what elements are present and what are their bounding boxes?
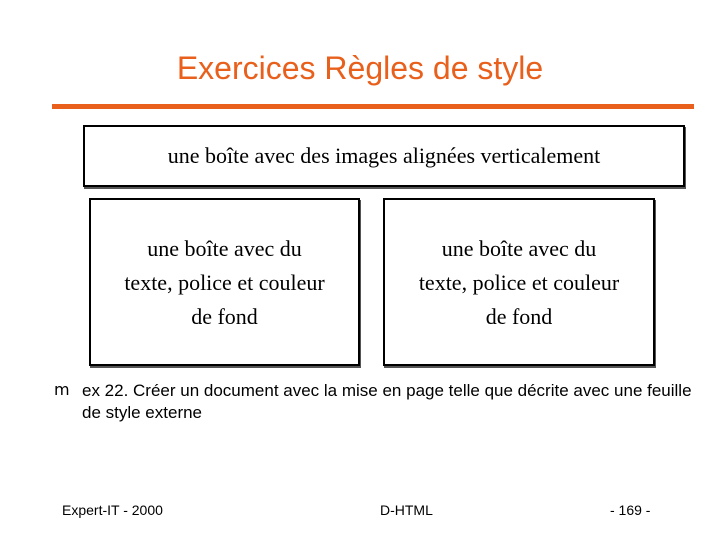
box-images-vertical [83,125,685,187]
footer-topic: D-HTML [380,502,433,518]
title-underline [52,104,694,109]
box-text-left-label: une boîte avec du texte, police et couleur de fond [124,236,325,329]
footer-page-number: - 169 - [610,502,651,518]
box-text-left [89,198,360,366]
box-images-vertical-label: une boîte avec des images alignées verticalement [167,143,601,168]
exercise-instruction: ex 22. Créer un document avec la mise en page telle que décrite avec une feuille de style externe [82,381,692,422]
slide-title: Exercices Règles de style [176,50,544,86]
bullet-icon: m [54,380,70,399]
footer-author: Expert-IT - 2000 [62,502,163,518]
box-text-right [383,198,655,366]
box-text-right-label: une boîte avec du texte, police et couleur de fond [418,236,620,329]
